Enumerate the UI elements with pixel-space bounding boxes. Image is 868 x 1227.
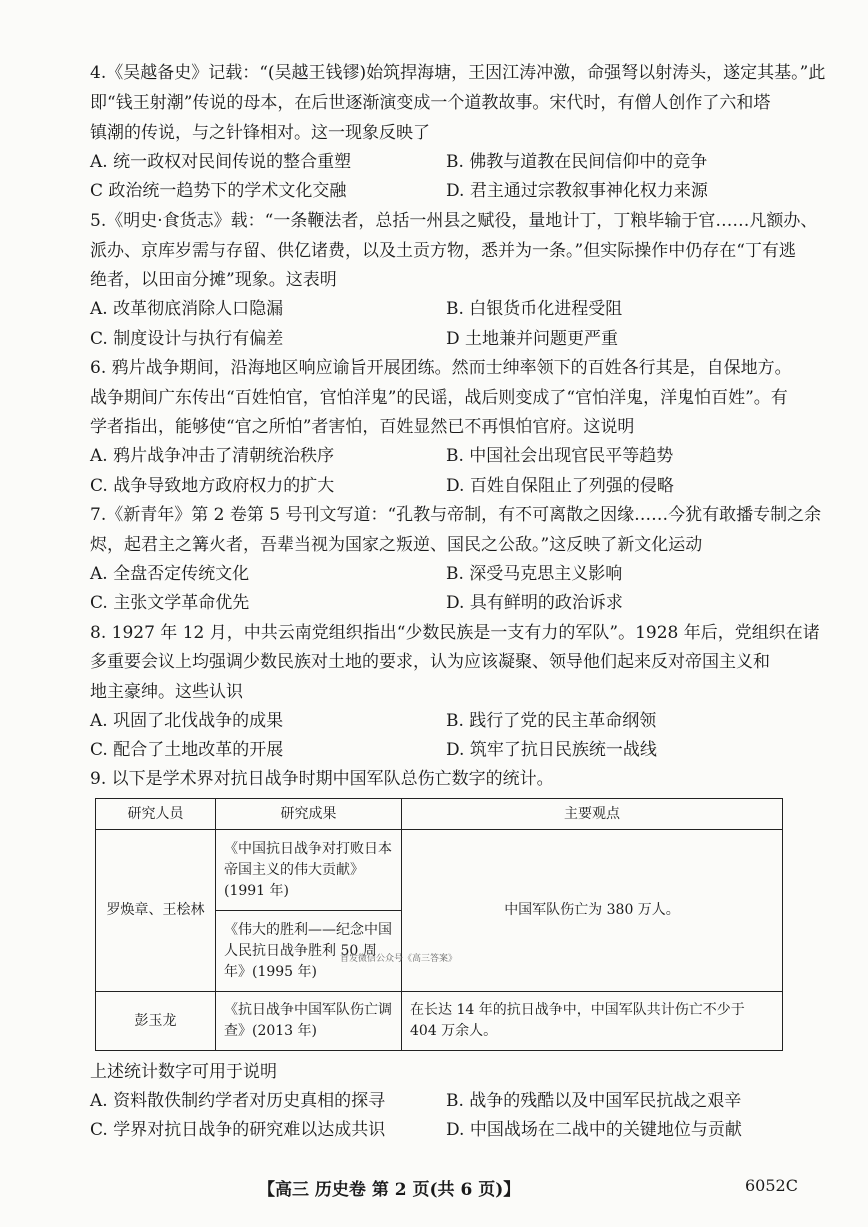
q7-option-d: D. 具有鲜明的政治诉求 bbox=[446, 593, 623, 613]
q4-stem-line-2: 即“钱王射潮”传说的母本，在后世逐渐演变成一个道教故事。宋代时，有僧人创作了六和塔 bbox=[90, 93, 771, 113]
table-header-row bbox=[96, 799, 783, 830]
table-header-work: 研究成果 bbox=[216, 799, 402, 830]
q8-option-d: D. 筑牢了抗日民族统一战线 bbox=[446, 740, 657, 760]
q7-stem-line-2: 烬，起君主之篝火者，吾辈当视为国家之叛逆、国民之公敌。”这反映了新文化运动 bbox=[90, 535, 703, 555]
q9-option-b: B. 战争的残酷以及中国军民抗战之艰辛 bbox=[446, 1091, 742, 1111]
q5-stem-line-1: 5.《明史·食货志》载：“一条鞭法者，总括一州县之赋役，量地计丁，丁粮毕输于官……凡额办、 bbox=[90, 211, 818, 231]
q8-stem-line-2: 多重要会议上均强调少数民族对土地的要求，认为应该凝聚、领导他们起来反对帝国主义和 bbox=[90, 652, 770, 672]
q4-stem-line-3: 镇潮的传说，与之针锋相对。这一现象反映了 bbox=[90, 123, 430, 143]
q4-stem-line-1: 4.《吴越备史》记载：“(吴越王钱镠)始筑捍海塘，王因江涛冲激，命强弩以射涛头，遂定其基。”此 bbox=[90, 63, 826, 83]
q9-option-d: D. 中国战场在二战中的关键地位与贡献 bbox=[446, 1120, 742, 1140]
cell-work-2013: 《抗日战争中国军队伤亡调查》(2013 年) bbox=[216, 992, 402, 1051]
q4-option-b: B. 佛教与道教在民间信仰中的竞争 bbox=[446, 152, 708, 172]
q5-option-a: A. 改革彻底消除人口隐漏 bbox=[90, 299, 284, 319]
q6-option-a: A. 鸦片战争冲击了清朝统治秩序 bbox=[90, 446, 335, 466]
q5-stem-line-2: 派办、京库岁需与存留、供亿诸费，以及土贡方物，悉并为一条。”但实际操作中仍存在“丁有逃 bbox=[90, 241, 796, 261]
cell-researcher-luo-wang: 罗焕章、王桧林 bbox=[96, 830, 216, 992]
page-footer: 【高三 历史卷 第 2 页(共 6 页)】 bbox=[258, 1180, 521, 1200]
q5-option-d: D 土地兼并问题更严重 bbox=[446, 329, 619, 349]
q4-option-d: D. 君主通过宗教叙事神化权力来源 bbox=[446, 181, 708, 201]
q9-option-c: C. 学界对抗日战争的研究难以达成共识 bbox=[90, 1120, 386, 1140]
cell-view-380: 中国军队伤亡为 380 万人。 bbox=[402, 830, 783, 992]
table-header-view: 主要观点 bbox=[402, 799, 783, 830]
watermark-text: 首发微信公众号《高三答案》 bbox=[340, 954, 458, 964]
q9-stem: 上述统计数字可用于说明 bbox=[90, 1062, 277, 1082]
q7-option-c: C. 主张文学革命优先 bbox=[90, 593, 250, 613]
q6-stem-line-2: 战争期间广东传出“百姓怕官，官怕洋鬼”的民谣，战后则变成了“官怕洋鬼，洋鬼怕百姓”。有 bbox=[90, 388, 788, 408]
q5-stem-line-3: 绝者，以田亩分摊”现象。这表明 bbox=[90, 270, 337, 290]
q8-option-c: C. 配合了土地改革的开展 bbox=[90, 740, 284, 760]
q5-option-c: C. 制度设计与执行有偏差 bbox=[90, 329, 284, 349]
q8-option-a: A. 巩固了北伐战争的成果 bbox=[90, 711, 284, 731]
q8-stem-line-1: 8. 1927 年 12 月，中共云南党组织指出“少数民族是一支有力的军队”。1928 年后，党组织在诸 bbox=[90, 623, 820, 643]
cell-view-404: 在长达 14 年的抗日战争中，中国军队共计伤亡不少于 404 万余人。 bbox=[402, 992, 783, 1051]
table-header-researcher: 研究人员 bbox=[96, 799, 216, 830]
table-row bbox=[96, 992, 783, 1051]
q5-option-b: B. 白银货币化进程受阻 bbox=[446, 299, 623, 319]
casualty-statistics-table bbox=[95, 798, 782, 1051]
q8-option-b: B. 践行了党的民主革命纲领 bbox=[446, 711, 657, 731]
q8-stem-line-3: 地主豪绅。这些认识 bbox=[90, 682, 243, 702]
q7-option-a: A. 全盘否定传统文化 bbox=[90, 564, 250, 584]
cell-work-1995: 《伟大的胜利——纪念中国人民抗日战争胜利 50 周年》(1995 年) bbox=[216, 911, 402, 992]
q9-option-a: A. 资料散佚制约学者对历史真相的探寻 bbox=[90, 1091, 386, 1111]
q7-stem-line-1: 7.《新青年》第 2 卷第 5 号刊文写道：“孔教与帝制，有不可离散之因缘……今犹有敢播专制之余 bbox=[90, 505, 822, 525]
q4-option-a: A. 统一政权对民间传说的整合重塑 bbox=[90, 152, 352, 172]
q6-option-b: B. 中国社会出现官民平等趋势 bbox=[446, 446, 674, 466]
cell-work-1991: 《中国抗日战争对打败日本帝国主义的伟大贡献》(1991 年) bbox=[216, 830, 402, 911]
q6-stem-line-3: 学者指出，能够使“官之所怕”者害怕，百姓显然已不再惧怕官府。这说明 bbox=[90, 417, 635, 437]
cell-researcher-peng: 彭玉龙 bbox=[96, 992, 216, 1051]
q9-intro: 9. 以下是学术界对抗日战争时期中国军队总伤亡数字的统计。 bbox=[90, 769, 554, 789]
q6-option-c: C. 战争导致地方政府权力的扩大 bbox=[90, 476, 335, 496]
table-row bbox=[96, 830, 783, 911]
q4-option-c: C 政治统一趋势下的学术文化交融 bbox=[90, 181, 347, 201]
exam-code: 6052C bbox=[745, 1176, 798, 1195]
q7-option-b: B. 深受马克思主义影响 bbox=[446, 564, 623, 584]
q6-option-d: D. 百姓自保阻止了列强的侵略 bbox=[446, 476, 674, 496]
q6-stem-line-1: 6. 鸦片战争期间，沿海地区响应谕旨开展团练。然而士绅率领下的百姓各行其是，自保地方。 bbox=[90, 358, 792, 378]
